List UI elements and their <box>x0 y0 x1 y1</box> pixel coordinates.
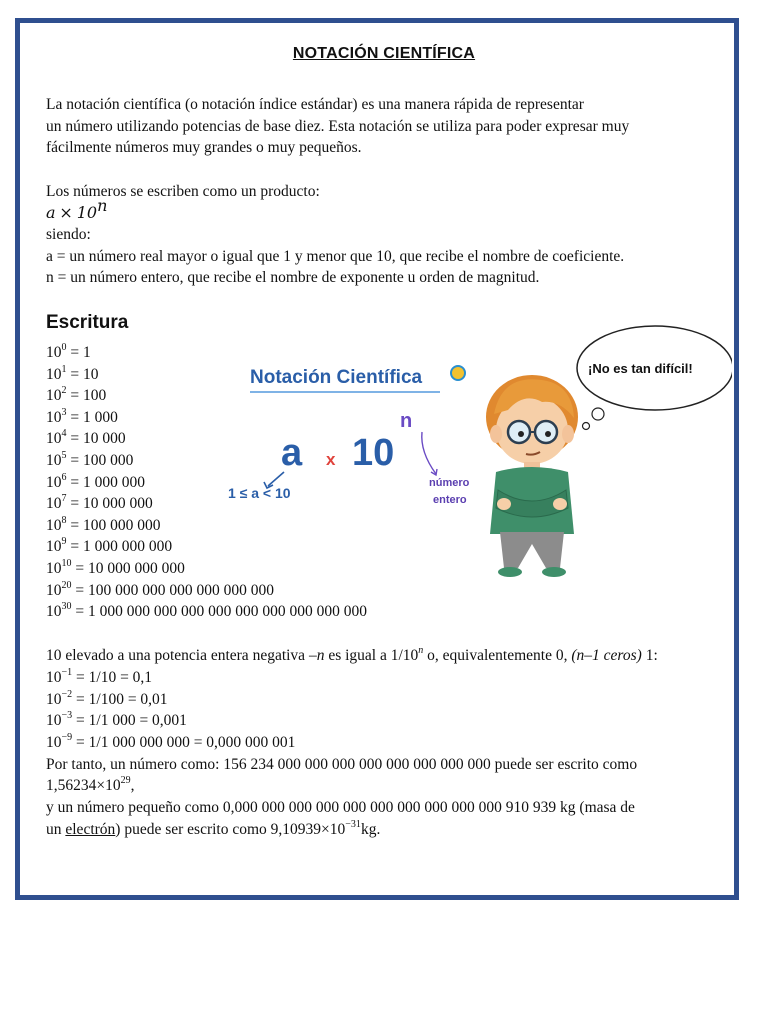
power-exponent: 6 <box>61 471 67 483</box>
power-exponent: −2 <box>61 688 73 700</box>
power-exponent: 9 <box>61 536 67 548</box>
power-row <box>46 558 185 580</box>
power-row <box>46 472 145 494</box>
power-base: 10 <box>46 344 62 361</box>
power-base: 10 <box>46 733 62 751</box>
conclusion-mid: ) puede ser escrito como 9,10939×10 <box>115 821 346 838</box>
power-exponent: −9 <box>61 731 73 743</box>
definition-a: a = un número real mayor o igual que 1 y menor que 10, que recibe el nombre de coeficiente. <box>46 248 625 265</box>
exponent-n: n <box>400 410 413 432</box>
power-base: 10 <box>46 538 62 556</box>
arrow-n <box>422 432 436 474</box>
power-base: 10 <box>46 430 62 448</box>
conclusion-exp-2: −31 <box>345 819 361 830</box>
formula <box>46 196 108 225</box>
power-base: 10 <box>46 365 62 383</box>
power-row <box>46 407 118 429</box>
intro-line-2: un número utilizando potencias de base diez. Esta notación se utiliza para poder expresar muy <box>46 118 630 135</box>
power-base: 10 <box>46 387 62 405</box>
numero-text: número <box>429 477 470 489</box>
conclusion-line-3: y un número pequeño como 0,000 000 000 000 000 000 000 000 000 000 910 939 kg (masa de <box>46 799 635 816</box>
power-row <box>46 428 126 450</box>
power-exponent: 2 <box>61 385 67 397</box>
power-row <box>46 450 133 472</box>
conclusion-pre: un <box>46 821 66 838</box>
neg-part1: 10 elevado a una potencia entera negativa – <box>46 647 317 664</box>
neg-n2: n <box>418 645 424 656</box>
power-value: = 10 <box>66 365 99 383</box>
power-exponent: 0 <box>61 342 67 353</box>
power-value: = 1 <box>66 344 91 361</box>
power-base: 10 <box>46 581 62 599</box>
formula-a: a <box>46 203 56 222</box>
page-title: NOTACIÓN CIENTÍFICA <box>292 45 476 62</box>
power-value: = 1 000 000 000 000 000 000 000 000 000 000 <box>71 603 367 621</box>
power-exponent: 5 <box>61 450 67 461</box>
conclusion-number: 1,56234×10 <box>46 777 121 794</box>
neg-part2: es igual a 1/10 <box>324 647 419 664</box>
power-base: 10 <box>46 473 62 491</box>
formula-times: × <box>59 203 73 222</box>
power-base: 10 <box>46 408 62 426</box>
condition-text: 1 ≤ a < 10 <box>228 485 291 501</box>
power-exponent: 30 <box>61 601 72 613</box>
formula-base: 10 <box>76 203 98 222</box>
neg-n1: n <box>316 647 325 664</box>
power-value: = 1 000 <box>66 408 118 426</box>
neg-part3: o, equivalentemente 0, <box>423 647 572 664</box>
power-exponent: 20 <box>61 579 72 591</box>
power-value: = 100 <box>66 387 107 405</box>
intro-line-3: fácilmente números muy grandes o muy pequeños. <box>46 139 362 156</box>
power-value: = 10 000 000 000 <box>71 560 185 577</box>
conclusion-line-2 <box>46 775 135 797</box>
product-intro: Los números se escriben como un producto: <box>46 183 320 200</box>
siendo: siendo: <box>46 226 91 243</box>
power-value: = 1 000 000 <box>66 473 145 491</box>
big-ten: 10 <box>352 432 395 474</box>
conclusion-comma: , <box>130 777 135 794</box>
negative-intro <box>46 645 658 667</box>
neg-italic: (n–1 ceros) <box>571 647 642 664</box>
power-base: 10 <box>46 669 62 686</box>
neg-part4: 1: <box>641 647 658 664</box>
power-row <box>46 515 161 537</box>
arrow-a <box>268 472 284 486</box>
formula-exp: n <box>97 196 108 215</box>
power-row <box>46 536 172 558</box>
power-exponent: −3 <box>61 710 73 722</box>
power-row <box>46 385 106 407</box>
power-base: 10 <box>46 452 62 469</box>
power-row <box>46 364 99 386</box>
conclusion-end: kg. <box>360 821 381 838</box>
power-value: = 100 000 000 000 000 000 000 <box>71 581 274 599</box>
power-exponent: 8 <box>61 514 67 526</box>
power-value: = 1 000 000 000 <box>66 538 173 556</box>
power-value: = 1/1 000 000 000 = 0,000 000 001 <box>72 733 296 751</box>
section-heading: Escritura <box>46 312 129 333</box>
power-exponent: 7 <box>61 493 67 505</box>
power-exponent: 10 <box>61 558 72 569</box>
power-value: = 1/100 = 0,01 <box>72 690 168 708</box>
conclusion-line-4 <box>46 819 380 841</box>
intro-line-1: La notación científica (o notación índice estándar) es una manera rápida de representar <box>46 96 584 113</box>
power-base: 10 <box>46 560 62 577</box>
power-row <box>46 601 367 623</box>
power-row <box>46 342 91 364</box>
entero-text: entero <box>433 494 467 506</box>
bubble-dot-1 <box>592 408 604 420</box>
power-value: = 1/10 = 0,1 <box>72 669 153 686</box>
definition-n: n = un número entero, que recibe el nombre de exponente u orden de magnitud. <box>46 269 540 286</box>
power-value: = 10 000 000 <box>66 495 153 513</box>
negative-power-row <box>46 667 152 689</box>
electron-link[interactable]: electrón <box>65 821 116 838</box>
negative-power-row <box>46 732 295 754</box>
bubble-dot-2 <box>583 423 590 430</box>
badge-icon <box>451 366 465 380</box>
cartoon-boy <box>486 375 578 577</box>
bubble-text: ¡No es tan difícil! <box>588 361 693 376</box>
power-base: 10 <box>46 516 62 534</box>
conclusion-line-1: Por tanto, un número como: 156 234 000 000 000 000 000 000 000 000 puede ser escrito como <box>46 756 638 773</box>
power-row <box>46 493 153 515</box>
illustration-title: Notación Científica <box>250 367 423 388</box>
power-value: = 100 000 000 <box>66 516 161 534</box>
power-base: 10 <box>46 495 62 513</box>
power-exponent: 1 <box>61 363 67 375</box>
power-base: 10 <box>46 690 62 708</box>
power-base: 10 <box>46 603 62 621</box>
illustration <box>212 322 732 584</box>
negative-power-row <box>46 689 168 711</box>
big-a: a <box>281 432 303 474</box>
negative-power-row <box>46 710 187 732</box>
power-exponent: 4 <box>61 428 67 440</box>
power-value: = 100 000 <box>66 452 134 469</box>
times-symbol: x <box>326 450 336 469</box>
power-exponent: 3 <box>61 406 67 418</box>
power-base: 10 <box>46 712 62 730</box>
power-value: = 10 000 <box>66 430 126 448</box>
conclusion-exp: 29 <box>120 775 131 786</box>
power-exponent: −1 <box>61 667 73 678</box>
power-value: = 1/1 000 = 0,001 <box>72 712 187 730</box>
